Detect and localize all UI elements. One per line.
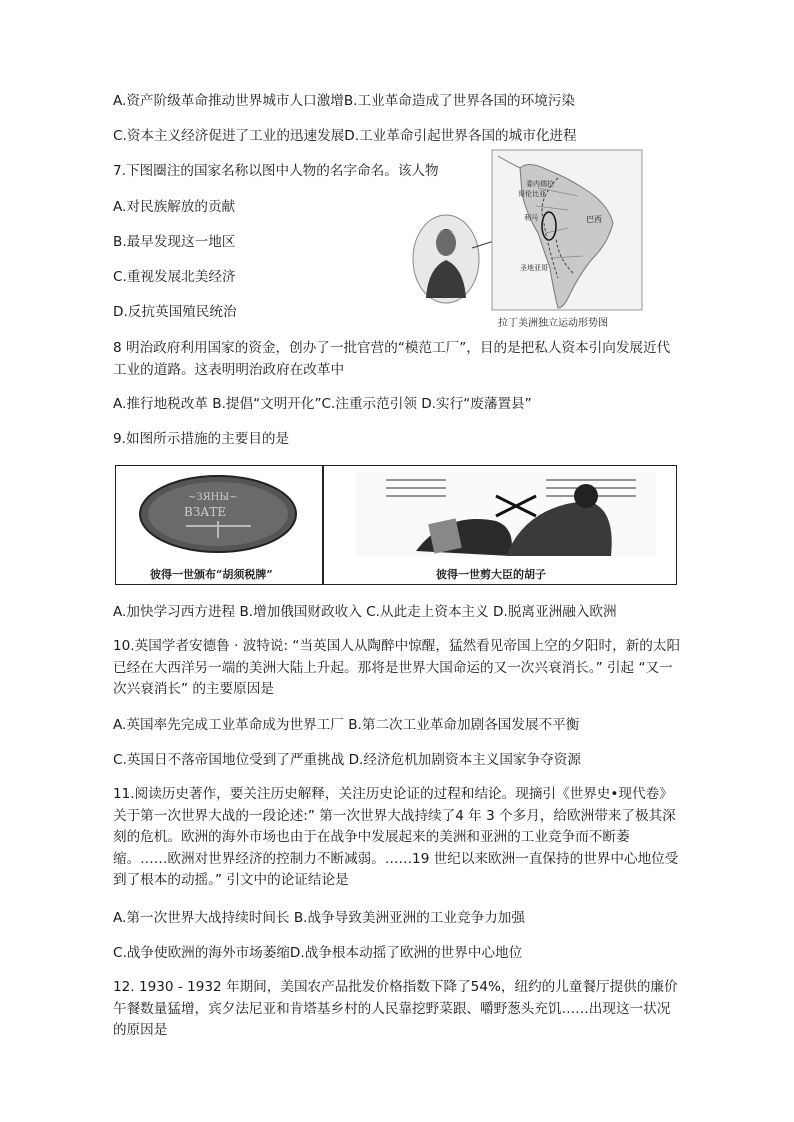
- q9-right-caption: 彼得一世剪大臣的胡子: [436, 568, 546, 581]
- q7-figure: [408, 148, 644, 328]
- q11-stem: 11.阅读历史著作，要关注历史解释，关注历史论证的过程和结论。现摘引《世界史•现代卷》关于第一次世界大战的一段论述:” 第一次世界大战持续了4 年 3 个多月，给欧洲带来了极其深刻的危机。欧洲的海外市场也由于在战争中发展起来的美洲和亚洲的工业竞争而不断萎缩。……欧洲对世界经济的控制力不断减弱。……19 世纪以来欧洲一直保持的世界中心地位受到了根本的动摇。” 引文中的论证结论是: [113, 786, 679, 888]
- map-label-colombia: 哥伦比亚: [518, 190, 546, 198]
- q10-options-line2: C.英国日不落帝国地位受到了严重挑战 D.经济危机加剧资本主义国家争夺资源: [113, 752, 581, 768]
- q12-stem: 12. 1930 - 1932 年期间，美国农产品批发价格指数下降了54%，纽约的儿童餐厅提供的廉价午餐数量猛增，宾夕法尼亚和肯塔基乡村的人民靠挖野菜跟、嚼野葱头充饥……出现这一状况的原因是: [113, 979, 678, 1038]
- q9-stem: 9.如图所示措施的主要目的是: [113, 431, 290, 447]
- q10-stem: 10.英国学者安德鲁 · 波特说: “当英国人从陶醉中惊醒，猛然看见帝国上空的夕阳时，新的太阳已经在大西洋另一端的美洲大陆上升起。那将是世界大国命运的又一次兴衰消长。” 引起 “又一次兴衰消长” 的主要原因是: [113, 638, 681, 697]
- q11-options-line2: C.战争使欧洲的海外市场萎缩D.战争根本动摇了欧洲的世界中心地位: [113, 945, 523, 961]
- svg-text:ВЗАТЕ: ВЗАТЕ: [184, 505, 227, 519]
- q6-options-line2: C.资本主义经济促进了工业的迅速发展D.工业革命引起世界各国的城市化进程: [113, 128, 577, 144]
- q7-map-caption: 拉丁美洲独立运动形势图: [498, 318, 608, 329]
- map-label-santiago: 圣地亚哥: [520, 264, 548, 272]
- q7-option-d: D.反抗英国殖民统治: [113, 304, 237, 320]
- q8-stem: 8 明治政府利用国家的资金，创办了一批官营的“模范工厂”，目的是把私人资本引向发展近代工业的道路。这表明明治政府在改革中: [113, 340, 671, 378]
- q8-options: A.推行地税改革 B.提倡“文明开化”C.注重示范引领 D.实行“废藩置县”: [113, 396, 532, 412]
- q7-stem: 7.下图圈注的国家名称以图中人物的名字命名。该人物: [113, 163, 439, 179]
- q7-option-c: C.重视发展北美经济: [113, 269, 236, 285]
- q9-figure: [115, 465, 677, 585]
- q11-options-line1: A.第一次世界大战持续时间长 B.战争导致美洲亚洲的工业竞争力加强: [113, 910, 525, 926]
- q7-option-a: A.对民族解放的贡献: [113, 199, 236, 215]
- latin-america-figure: [408, 148, 644, 328]
- q7-option-b: B.最早发现这一地区: [113, 234, 236, 250]
- map-label-brazil: 巴西: [586, 215, 602, 224]
- q9-options: A.加快学习西方进程 B.增加俄国财政收入 C.从此走上资本主义 D.脱离亚洲融入欧洲: [113, 604, 617, 620]
- portrait-head: [436, 230, 456, 256]
- map-label-venezuela: 委内瑞拉: [526, 180, 554, 188]
- q9-left-caption: 彼得一世颁布“胡须税牌”: [150, 568, 273, 581]
- q10-options-line1: A.英国率先完成工业革命成为世界工厂 B.第二次工业革命加剧各国发展不平衡: [113, 717, 580, 733]
- svg-text:~ЗЯНЫ~: ~ЗЯНЫ~: [188, 492, 238, 503]
- q6-options-line1: A.资产阶级革命推动世界城市人口激增B.工业革命造成了世界各国的环境污染: [113, 93, 576, 109]
- map-label-lima: 利马: [524, 214, 538, 222]
